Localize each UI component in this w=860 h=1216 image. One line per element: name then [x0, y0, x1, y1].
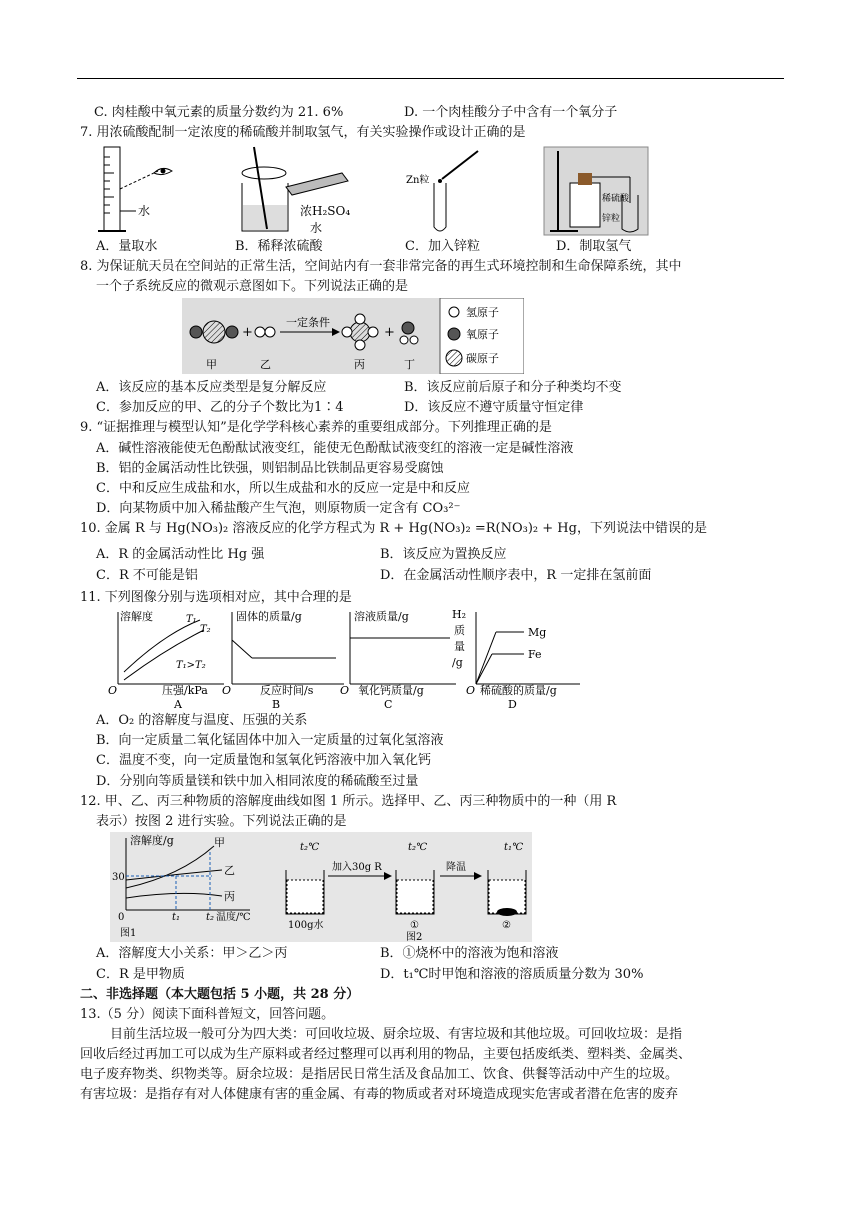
q10-option-b: B．该反应为置换反应 [380, 547, 507, 562]
q13-paragraph-line1: 目前生活垃圾一般可分为四大类：可回收垃圾、厨余垃圾、有害垃圾和其他垃圾。可回收垃圾：是指 [110, 1027, 683, 1042]
svg-text:①: ① [410, 920, 419, 931]
svg-text:t₁℃: t₁℃ [504, 842, 524, 853]
svg-text:氧化钙质量/g: 氧化钙质量/g [358, 684, 424, 697]
svg-text:A: A [174, 698, 182, 710]
graph-a [108, 609, 224, 710]
q9-stem: 9. “证据推理与模型认知”是化学学科核心素养的重要组成部分。下列推理正确的是 [80, 420, 552, 435]
svg-text:C: C [384, 698, 393, 710]
q9-option-d: D．向某物质中加入稀盐酸产生气泡，则原物质一定含有 CO₃²⁻ [96, 501, 461, 516]
svg-text:t₁: t₁ [172, 912, 181, 923]
q7-option-d: D．制取氢气 [556, 239, 632, 254]
q10-option-c: C．R 不可能是铝 [96, 568, 198, 583]
q11-stem: 11. 下列图像分别与选项相对应，其中合理的是 [80, 590, 352, 605]
hydrogen-apparatus-icon [544, 147, 648, 235]
svg-text:O: O [108, 684, 118, 697]
svg-text:图2: 图2 [406, 932, 423, 942]
svg-text:T₂: T₂ [200, 624, 211, 635]
svg-text:溶解度: 溶解度 [120, 610, 153, 623]
q8-option-c: C．参加反应的甲、乙的分子个数比为1∶4 [96, 400, 344, 415]
q6-option-d: D. 一个肉桂酸分子中含有一个氧分子 [404, 105, 618, 120]
svg-text:量: 量 [454, 640, 465, 653]
legend-o: 氧原子 [466, 328, 499, 341]
q7-option-c: C．加入锌粒 [405, 239, 480, 254]
q8-option-d: D．该反应不遵守质量守恒定律 [404, 400, 584, 415]
svg-text:+: + [384, 325, 395, 340]
fig-water-label: 水 [138, 204, 151, 218]
fig-zinc-label: 锌粒 [602, 214, 621, 224]
condition-label: 一定条件 [286, 316, 330, 329]
q12-figure [110, 832, 532, 942]
svg-text:0: 0 [118, 912, 125, 923]
q11-option-a: A．O₂ 的溶解度与温度、压强的关系 [96, 713, 308, 728]
q12-option-c: C．R 是甲物质 [96, 967, 185, 982]
svg-text:②: ② [502, 920, 511, 931]
q7-option-a: A．量取水 [96, 239, 158, 254]
label-yi: 乙 [260, 358, 271, 371]
svg-text:降温: 降温 [446, 862, 466, 873]
q7-option-b: B．稀释浓硫酸 [235, 239, 323, 254]
svg-text:反应时间/s: 反应时间/s [260, 684, 314, 697]
q10-option-d: D．在金属活动性顺序表中，R 一定排在氢前面 [380, 568, 652, 583]
q12-option-b: B．①烧杯中的溶液为饱和溶液 [380, 946, 559, 961]
q10-option-a: A．R 的金属活动性比 Hg 强 [96, 547, 265, 562]
svg-text:O: O [340, 684, 350, 697]
label-jia: 甲 [206, 358, 217, 371]
q13-paragraph-line4: 有害垃圾：是指存有对人体健康有害的重金属、有毒的物质或者对环境造成现实危害或者潜在危害的废弃 [80, 1087, 679, 1102]
svg-text:丙: 丙 [224, 890, 235, 903]
q12-stem-line2: 表示）按图 2 进行实验。下列说法正确的是 [96, 814, 347, 829]
graph-c [340, 609, 456, 710]
svg-text:乙: 乙 [224, 864, 235, 877]
q12-stem-line1: 12. 甲、乙、丙三种物质的溶解度曲线如图 1 所示。选择甲、乙、丙三种物质中的一种（用 R [80, 794, 617, 809]
svg-text:固体的质量/g: 固体的质量/g [236, 610, 302, 623]
q6-option-c: C. 肉桂酸中氧元素的质量分数约为 21. 6% [94, 105, 344, 120]
svg-text:Mg: Mg [528, 626, 547, 639]
svg-text:O: O [466, 684, 476, 697]
fig-water2-label: 水 [310, 221, 323, 235]
q12-option-d: D．t₁℃时甲饱和溶液的溶质质量分数为 30% [380, 967, 644, 982]
svg-text:O: O [222, 684, 232, 697]
svg-text:t₂: t₂ [206, 912, 215, 923]
svg-text:加入30g R: 加入30g R [332, 862, 382, 873]
oxygen-atom-icon [448, 328, 460, 340]
svg-text:/g: /g [452, 656, 463, 669]
svg-text:100g水: 100g水 [288, 920, 324, 931]
test-tube-icon [434, 151, 478, 231]
q8-stem-line1: 8. 为保证航天员在空间站的正常生活，空间站内有一套非常完备的再生式环境控制和生命保障系统，其中 [80, 259, 682, 274]
fig-conc-acid-label: 浓H₂SO₄ [300, 204, 351, 218]
svg-text:T₁: T₁ [186, 614, 197, 625]
q13-paragraph-line3: 电子废弃物类、织物类等。厨余垃圾：是指居民日常生活及食品加工、饮食、供餐等活动中产生的垃圾。 [80, 1067, 679, 1082]
q11-graphs [104, 608, 604, 710]
section-2-title: 二、非选择题（本大题包括 5 小题，共 28 分） [80, 987, 360, 1002]
svg-text:B: B [272, 698, 281, 710]
svg-text:溶液质量/g: 溶液质量/g [354, 610, 409, 623]
graduated-cylinder-icon [98, 147, 158, 231]
legend-h: 氢原子 [466, 306, 499, 319]
q13-stem: 13.（5 分）阅读下面科普短文，回答问题。 [80, 1007, 335, 1022]
fig-acid-label: 稀硫酸 [602, 194, 630, 204]
q8-option-a: A．该反应的基本反应类型是复分解反应 [96, 380, 327, 395]
label-ding: 丁 [404, 358, 415, 371]
svg-text:图1: 图1 [120, 928, 137, 939]
q8-option-b: B．该反应前后原子和分子种类均不变 [404, 380, 622, 395]
svg-text:压强/kPa: 压强/kPa [162, 684, 208, 697]
q12-option-a: A．溶解度大小关系：甲＞乙＞丙 [96, 946, 288, 961]
svg-text:+: + [242, 325, 253, 340]
q7-apparatus-figure [92, 143, 662, 237]
q9-option-a: A．碱性溶液能使无色酚酞试液变红，能使无色酚酞试液变红的溶液一定是碱性溶液 [96, 441, 574, 456]
fig-zn-label: Zn粒 [406, 175, 430, 186]
header-rule [77, 78, 784, 79]
svg-text:质: 质 [454, 624, 465, 637]
q11-option-b: B．向一定质量二氧化锰固体中加入一定质量的过氧化氢溶液 [96, 733, 444, 748]
q11-option-c: C．温度不变，向一定质量饱和氢氧化钙溶液中加入氧化钙 [96, 753, 431, 768]
q8-reaction-diagram [182, 298, 524, 374]
svg-text:稀硫酸的质量/g: 稀硫酸的质量/g [480, 684, 557, 697]
q8-stem-line2: 一个子系统反应的微观示意图如下。下列说法正确的是 [96, 279, 409, 294]
graph-b [222, 609, 344, 710]
svg-text:Fe: Fe [528, 648, 542, 661]
svg-text:D: D [508, 698, 517, 710]
svg-text:T₁>T₂: T₁>T₂ [176, 660, 206, 671]
svg-text:溶解度/g: 溶解度/g [130, 834, 174, 847]
q7-stem: 7. 用浓硫酸配制一定浓度的稀硫酸并制取氢气，有关实验操作或设计正确的是 [80, 125, 526, 140]
svg-text:t₂℃: t₂℃ [408, 842, 428, 853]
graph-d [452, 608, 580, 710]
svg-text:30: 30 [112, 872, 125, 883]
q13-paragraph-line2: 回收后经过再加工可以成为生产原料或者经过整理可以再利用的物品，主要包括废纸类、塑料类、金属类、 [80, 1047, 692, 1062]
q10-stem: 10. 金属 R 与 Hg(NO₃)₂ 溶液反应的化学方程式为 R + Hg(NO₃)₂ =R(NO₃)₂ + Hg，下列说法中错误的是 [80, 521, 707, 536]
q9-option-c: C．中和反应生成盐和水，所以生成盐和水的反应一定是中和反应 [96, 481, 470, 496]
hydrogen-atom-icon [449, 307, 459, 317]
legend-c: 碳原子 [466, 352, 499, 365]
q11-option-d: D．分别向等质量镁和铁中加入相同浓度的稀硫酸至过量 [96, 774, 419, 789]
svg-text:甲: 甲 [214, 836, 225, 849]
q9-option-b: B．铝的金属活动性比铁强，则铝制品比铁制品更容易受腐蚀 [96, 461, 444, 476]
carbon-atom-icon [446, 350, 462, 366]
svg-text:温度/℃: 温度/℃ [216, 912, 251, 923]
label-bing: 丙 [354, 358, 365, 371]
svg-text:t₂℃: t₂℃ [300, 842, 320, 853]
svg-text:H₂: H₂ [452, 608, 467, 621]
beaker-icon [242, 147, 351, 231]
